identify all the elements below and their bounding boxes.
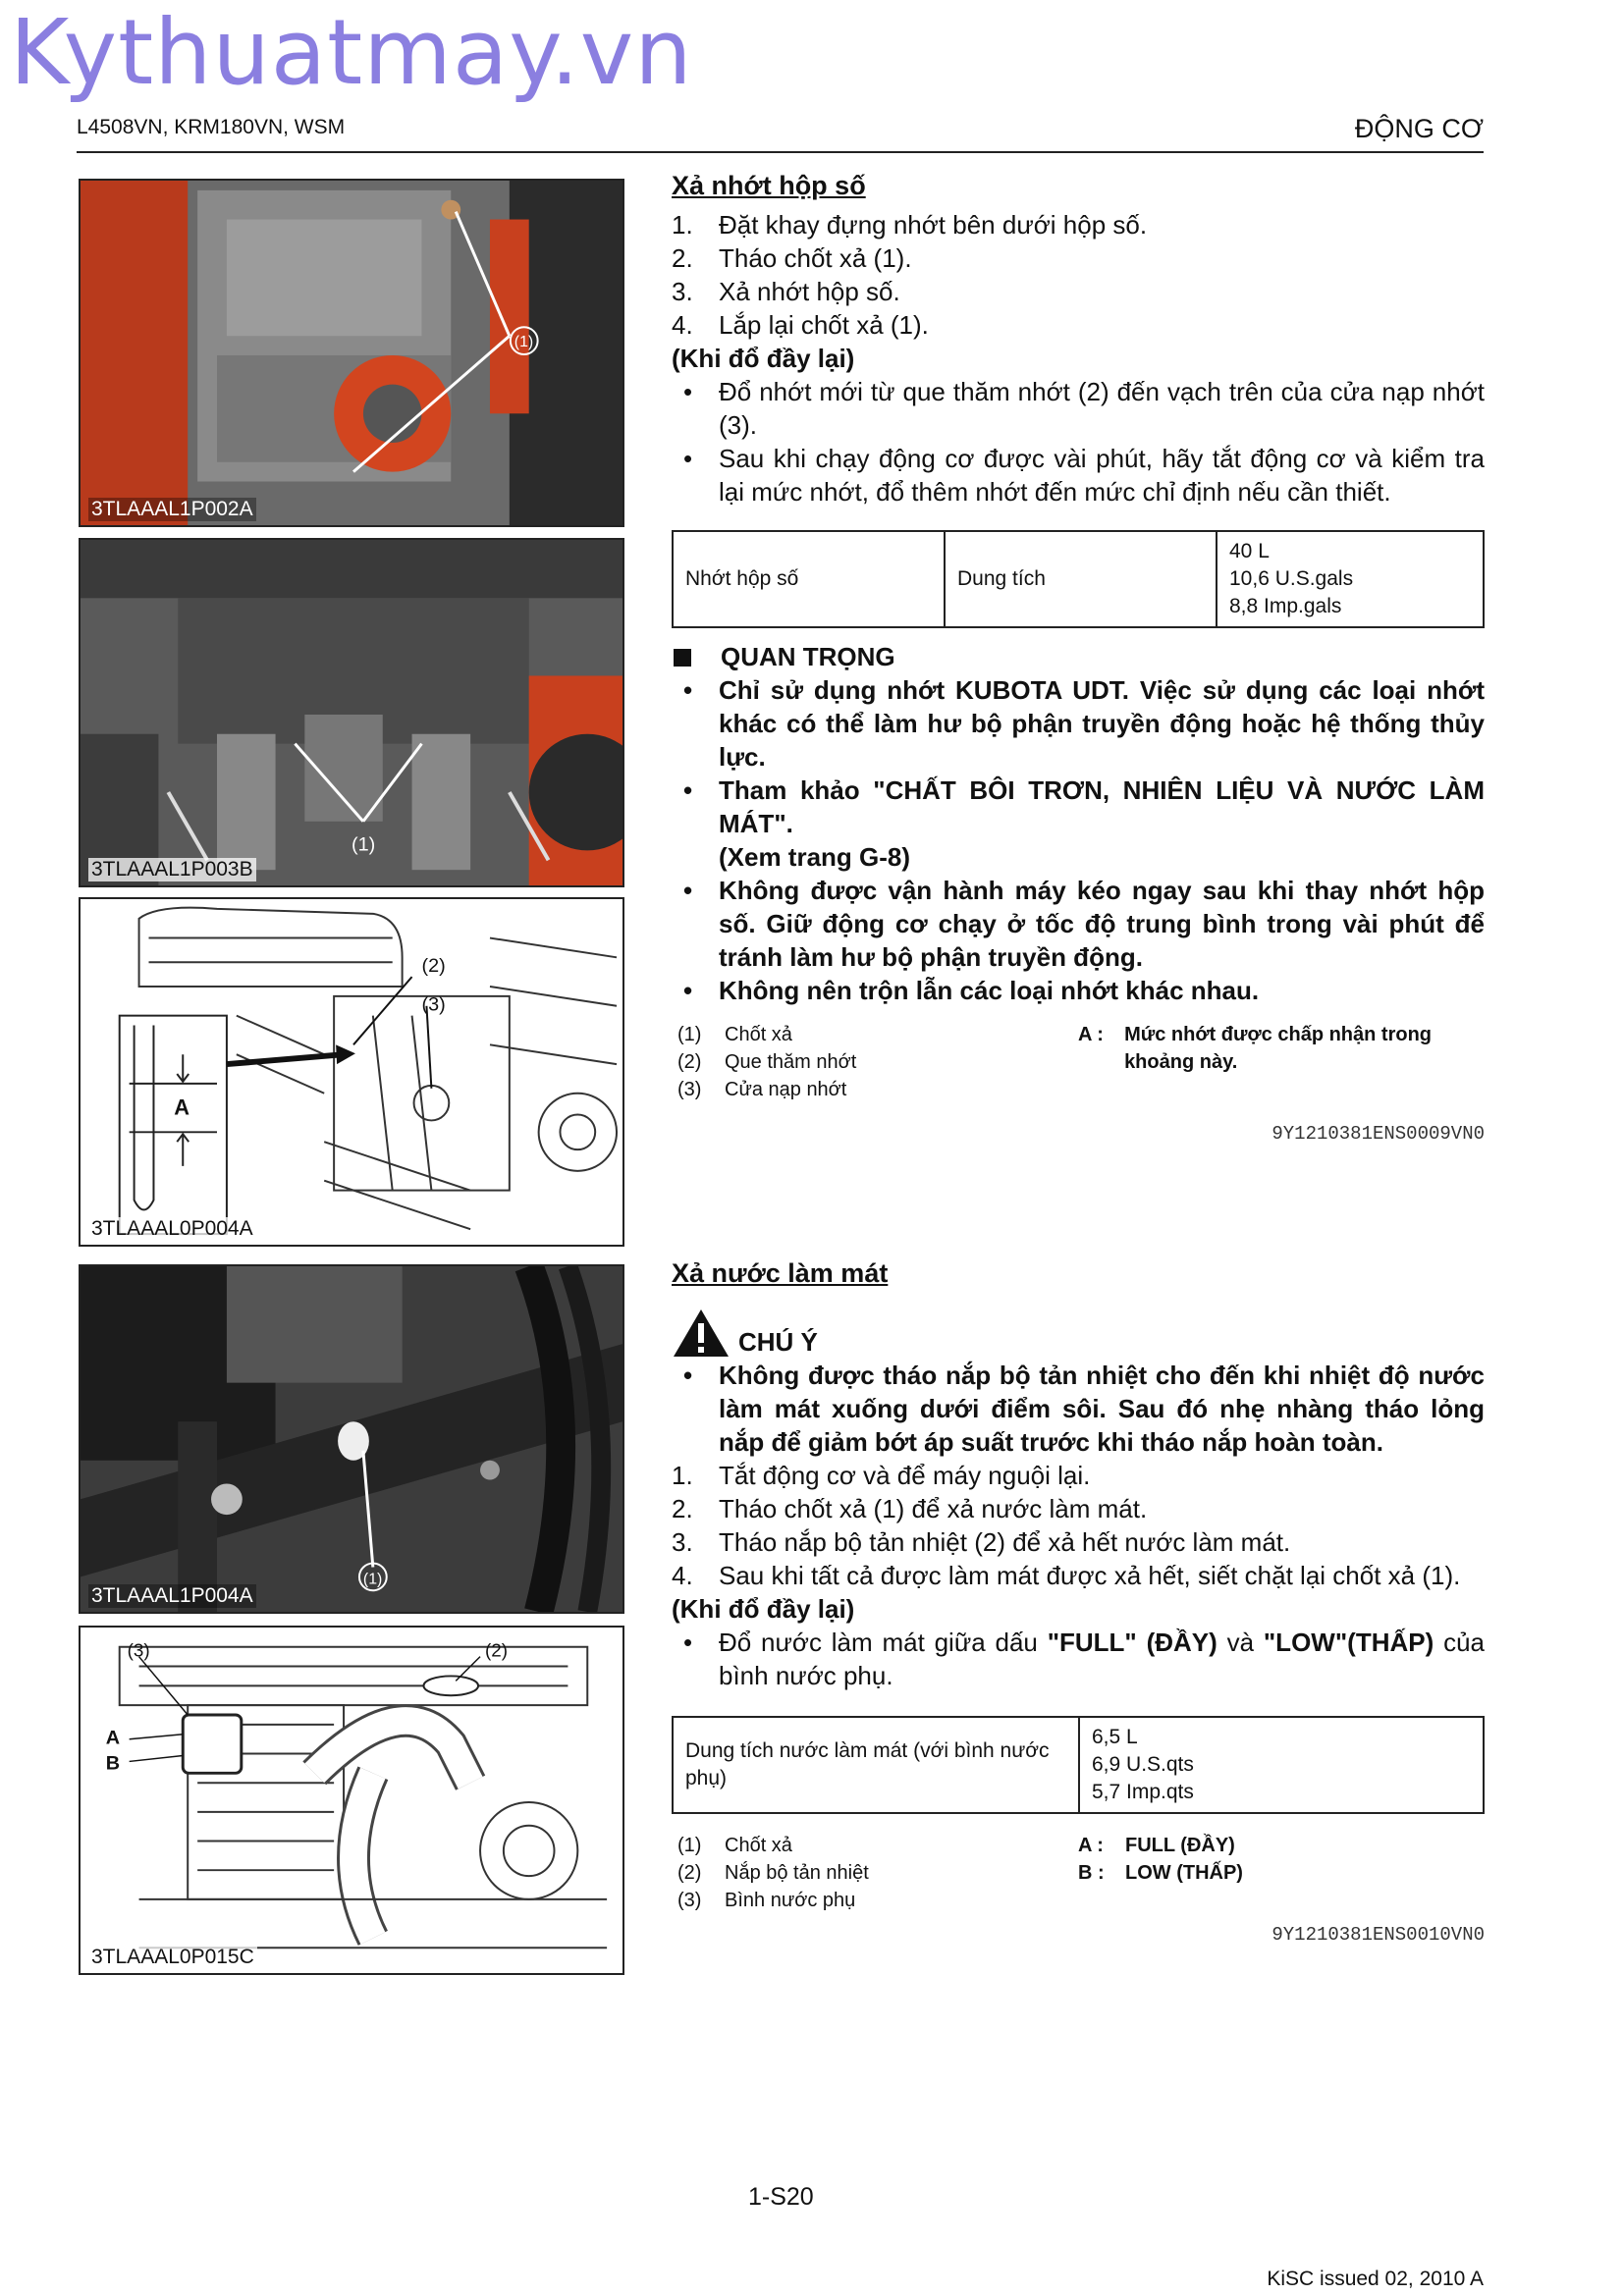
- drawing-reserve-tank: [79, 1626, 624, 1975]
- table-cell: 6,5 L 6,9 U.S.qts 5,7 Imp.qts: [1079, 1717, 1484, 1813]
- table-cell: 40 L 10,6 U.S.gals 8,8 Imp.gals: [1217, 531, 1484, 627]
- bullet-item: • Tham khảo "CHẤT BÔI TRƠN, NHIÊN LIỆU VÀ NƯỚC LÀM MÁT". (Xem trang G-8): [672, 774, 1485, 874]
- step-item: 3. Tháo nắp bộ tản nhiệt (2) để xả hết nước làm mát.: [672, 1527, 1291, 1557]
- legend-item: A : Mức nhớt được chấp nhận trong khoảng này.: [1078, 1024, 1433, 1073]
- callout-3: (3): [127, 1639, 150, 1661]
- callout-2: (2): [421, 955, 446, 978]
- bullet-item: • Không được vận hành máy kéo ngay sau khi thay nhớt hộp số. Giữ động cơ chạy ở tốc độ trung bình trong vài phút để tránh làm hư bộ phận truyền động.: [672, 874, 1485, 974]
- refill-title: (Khi đổ đầy lại): [672, 344, 855, 373]
- step-item: 1. Đặt khay đựng nhớt bên dưới hộp số.: [672, 210, 1148, 240]
- steps-list: [672, 208, 1485, 342]
- step-item: 1. Tắt động cơ và để máy nguội lại.: [672, 1461, 1091, 1490]
- section-coolant: [672, 1256, 1485, 1951]
- bullet-item: • Chỉ sử dụng nhớt KUBOTA UDT. Việc sử dụng các loại nhớt khác có thể làm hư bộ phận truyền động hoặc hệ thống thủy lực.: [672, 673, 1485, 774]
- refill-title: (Khi đổ đầy lại): [672, 1594, 855, 1624]
- section-gear-oil: [672, 169, 1485, 1150]
- important-bullets: [672, 673, 1485, 1007]
- photo-transmission-drain: [79, 179, 624, 527]
- legend-item: (3) Cửa nạp nhớt: [677, 1079, 847, 1100]
- legend-item: (3) Bình nước phụ: [677, 1890, 856, 1911]
- step-item: 4. Lắp lại chốt xả (1).: [672, 310, 929, 340]
- steps-list: [672, 1459, 1485, 1592]
- bullet-item: • Sau khi chạy động cơ được vài phút, hãy tắt động cơ và kiểm tra lại mức nhớt, đổ thêm nhớt đến mức chỉ định nếu cần thiết.: [672, 442, 1485, 508]
- warning-icon: [672, 1308, 730, 1359]
- legend-item: (1) Chốt xả: [677, 1024, 792, 1045]
- step-item: 2. Tháo chốt xả (1).: [672, 243, 912, 273]
- table-cell: Nhớt hộp số: [673, 531, 945, 627]
- legend: [672, 1021, 1485, 1103]
- callout-3: (3): [421, 993, 446, 1016]
- drawing-dipstick: [79, 897, 624, 1247]
- legend-item: (2) Que thăm nhớt: [677, 1051, 857, 1073]
- mark-a: A: [105, 1727, 121, 1749]
- legend-item: B : LOW (THẤP): [1078, 1862, 1243, 1884]
- see-page: (Xem trang G-8): [719, 842, 911, 872]
- gear-oil-capacity-table: [672, 530, 1485, 628]
- photo-code: 3TLAAAL1P004A: [88, 1584, 256, 1608]
- legend-item: (2) Nắp bộ tản nhiệt: [677, 1862, 869, 1884]
- callout-1: (1): [362, 1571, 383, 1588]
- photo-transmission-rear: [79, 538, 624, 887]
- step-item: 2. Tháo chốt xả (1) để xả nước làm mát.: [672, 1494, 1148, 1523]
- bullet-item: • Không nên trộn lẫn các loại nhớt khác nhau.: [672, 974, 1485, 1007]
- header-rule: [77, 151, 1484, 153]
- square-icon: [674, 649, 691, 667]
- photo-code: 3TLAAAL1P003B: [88, 858, 256, 881]
- caution-bullets: [672, 1359, 1485, 1459]
- header-model: L4508VN, KRM180VN, WSM: [77, 116, 346, 138]
- step-item: 3. Xả nhớt hộp số.: [672, 277, 900, 306]
- page-number: 1-S20: [748, 2183, 814, 2211]
- section-title: Xả nhớt hộp số: [672, 171, 866, 200]
- mark-b: B: [105, 1752, 121, 1775]
- important-heading: QUAN TRỌNG: [672, 640, 1485, 673]
- refill-bullets: [672, 1626, 1485, 1692]
- photo-code: 3TLAAAL1P002A: [88, 498, 256, 521]
- refill-bullets: [672, 375, 1485, 508]
- doc-code: 9Y1210381ENS0009VN0: [1271, 1123, 1485, 1145]
- coolant-capacity-table: [672, 1716, 1485, 1814]
- legend-item: A : FULL (ĐẦY): [1078, 1835, 1235, 1856]
- mark-a: A: [174, 1095, 190, 1120]
- photo-radiator-drain: [79, 1264, 624, 1614]
- photo-code: 3TLAAAL0P015C: [88, 1946, 257, 1969]
- header-section: ĐỘNG CƠ: [1354, 114, 1484, 143]
- footer-issue: KiSC issued 02, 2010 A: [1267, 2268, 1484, 2290]
- bullet-item: • Đổ nhớt mới từ que thăm nhớt (2) đến vạch trên của cửa nạp nhớt (3).: [672, 375, 1485, 442]
- callout-1: (1): [352, 833, 376, 856]
- callout-1: (1): [514, 334, 534, 351]
- watermark: Kythuatmay.vn: [10, 0, 693, 105]
- legend-item: (1) Chốt xả: [677, 1835, 792, 1856]
- photo-code: 3TLAAAL0P004A: [88, 1217, 256, 1241]
- bullet-item: • Không được tháo nắp bộ tản nhiệt cho đến khi nhiệt độ nước làm mát xuống dưới điểm sôi. Sau đó nhẹ nhàng tháo lỏng nắp để giảm bớt áp suất trước khi tháo nắp hoàn toàn.: [672, 1359, 1485, 1459]
- table-cell: Dung tích nước làm mát (với bình nước phụ): [673, 1717, 1079, 1813]
- callout-2: (2): [485, 1639, 509, 1661]
- step-item: 4. Sau khi tất cả được làm mát được xả hết, siết chặt lại chốt xả (1).: [672, 1561, 1461, 1590]
- section-title: Xả nước làm mát: [672, 1258, 889, 1288]
- caution-heading: CHÚ Ý: [672, 1308, 1485, 1359]
- legend: [672, 1832, 1485, 1914]
- bullet-item: • Đổ nước làm mát giữa dấu "FULL" (ĐẦY) và "LOW"(THẤP) của bình nước phụ.: [672, 1626, 1485, 1692]
- table-cell: Dung tích: [945, 531, 1217, 627]
- doc-code: 9Y1210381ENS0010VN0: [1271, 1924, 1485, 1946]
